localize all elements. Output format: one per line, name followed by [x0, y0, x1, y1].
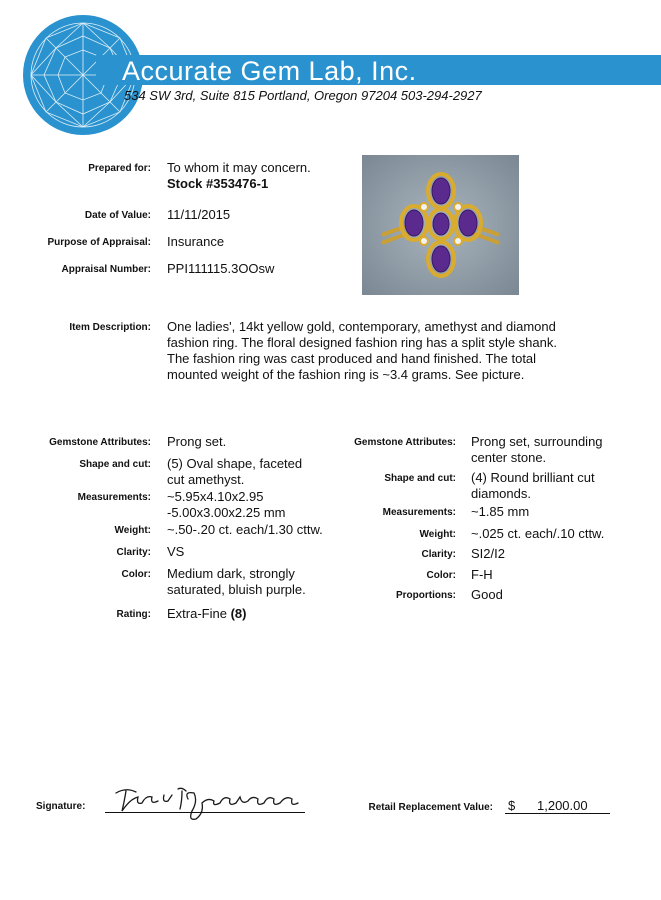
appraisal-number-label: Appraisal Number:	[61, 264, 151, 275]
rating-label: Rating:	[116, 609, 151, 620]
ring-photo	[362, 155, 519, 295]
left-shape-value-1: (5) Oval shape, faceted	[167, 456, 303, 471]
left-shape-label: Shape and cut:	[79, 459, 151, 470]
purpose-label: Purpose of Appraisal:	[47, 237, 151, 248]
right-color-value: F-H	[471, 567, 493, 582]
right-shape-label: Shape and cut:	[384, 473, 456, 484]
left-gemstone-attributes-value: Prong set.	[167, 434, 227, 449]
left-clarity-label: Clarity:	[116, 547, 151, 558]
stock-number: Stock #353476-1	[167, 176, 269, 191]
left-weight-label: Weight:	[114, 525, 151, 536]
appraisal-number-value: PPI111115.3OOsw	[167, 261, 275, 276]
right-color-label: Color:	[426, 570, 456, 581]
item-description-label: Item Description:	[69, 322, 151, 333]
proportions-value: Good	[471, 587, 503, 602]
right-weight-label: Weight:	[419, 529, 456, 540]
right-measurements-value: ~1.85 mm	[471, 504, 530, 519]
right-shape-value-2: diamonds.	[471, 486, 531, 501]
proportions-label: Proportions:	[396, 590, 456, 601]
item-description-line-2: fashion ring. The floral designed fashion ring has a split style shank.	[167, 335, 557, 350]
retail-value-amount: 1,200.00	[537, 798, 588, 813]
left-measurements-value-1: ~5.95x4.10x2.95	[167, 489, 264, 504]
right-measurements-label: Measurements:	[382, 507, 456, 518]
item-description-line-1: One ladies', 14kt yellow gold, contemporary, amethyst and diamond	[167, 319, 556, 334]
purpose-value: Insurance	[167, 234, 225, 249]
left-color-value-2: saturated, bluish purple.	[167, 582, 306, 597]
left-gemstone-attributes-label: Gemstone Attributes:	[49, 437, 151, 448]
company-address: 534 SW 3rd, Suite 815 Portland, Oregon 97204 503-294-2927	[124, 88, 482, 103]
left-measurements-label: Measurements:	[77, 492, 151, 503]
right-shape-value-1: (4) Round brilliant cut	[471, 470, 595, 485]
right-gemstone-attributes-label: Gemstone Attributes:	[354, 437, 456, 448]
rating-value	[167, 606, 246, 622]
date-label: Date of Value:	[84, 210, 151, 221]
retail-value-label: Retail Replacement Value:	[368, 802, 493, 813]
left-weight-value: ~.50-.20 ct. each/1.30 cttw.	[167, 522, 323, 537]
prepared-for-label: Prepared for:	[88, 163, 151, 174]
right-clarity-label: Clarity:	[421, 549, 456, 560]
currency-symbol: $	[508, 798, 516, 813]
date-value: 11/11/2015	[167, 207, 231, 222]
handwritten-signature	[112, 783, 302, 825]
left-shape-value-2: cut amethyst.	[167, 472, 245, 487]
retail-value-line	[505, 813, 610, 814]
item-description-line-3: The fashion ring was cast produced and hand finished. The total	[167, 351, 537, 366]
right-gemstone-attributes-value-2: center stone.	[471, 450, 547, 465]
company-name: Accurate Gem Lab, Inc.	[122, 56, 417, 86]
signature-line	[105, 812, 305, 813]
rating-text: Extra-Fine	[167, 606, 231, 621]
left-clarity-value: VS	[167, 544, 185, 559]
prepared-for-value: To whom it may concern.	[167, 160, 311, 175]
right-clarity-value: SI2/I2	[471, 546, 505, 561]
signature-label: Signature:	[36, 801, 86, 812]
left-color-value-1: Medium dark, strongly	[167, 566, 295, 581]
left-measurements-value-2: -5.00x3.00x2.25 mm	[167, 505, 286, 520]
rating-number: (8)	[230, 606, 247, 621]
left-color-label: Color:	[121, 569, 151, 580]
right-weight-value: ~.025 ct. each/.10 cttw.	[471, 526, 605, 541]
right-gemstone-attributes-value-1: Prong set, surrounding	[471, 434, 603, 449]
item-description-line-4: mounted weight of the fashion ring is ~3.4 grams. See picture.	[167, 367, 525, 382]
